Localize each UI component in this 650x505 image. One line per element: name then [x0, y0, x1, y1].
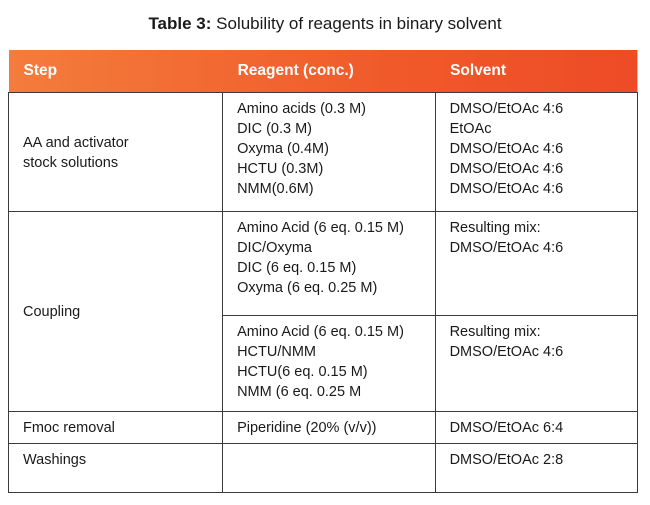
- solvent-line: EtOAc: [449, 121, 492, 137]
- solvent-line: DMSO/EtOAc 4:6: [449, 101, 564, 117]
- cell-reagent-coupling-a: [223, 212, 436, 316]
- solvent-line: DMSO/EtOAc 4:6: [449, 141, 564, 157]
- cell-reagent-wash: [223, 444, 436, 493]
- cell-solvent-coupling-a: [435, 212, 637, 316]
- table-caption: [0, 14, 650, 34]
- solvent-line: Resulting mix:: [449, 324, 541, 340]
- solvent-line: DMSO/EtOAc 4:6: [449, 181, 564, 197]
- cell-step-wash: Washings: [9, 444, 223, 493]
- header-step: Step: [23, 62, 58, 79]
- solvent-line: DMSO/EtOAc 4:6: [449, 161, 564, 177]
- reagent-line: HCTU (0.3M): [237, 161, 324, 177]
- cell-step-coupling: Coupling: [9, 212, 223, 412]
- cell-solvent-wash: DMSO/EtOAc 2:8: [435, 444, 637, 493]
- cell-reagent-fmoc: Piperidine (20% (v/v)): [223, 412, 436, 444]
- cell-solvent-fmoc: DMSO/EtOAc 6:4: [435, 412, 637, 444]
- cell-reagent-stock: [223, 93, 436, 212]
- caption-text: Solubility of reagents in binary solvent: [216, 14, 502, 33]
- reagent-line: DIC (0.3 M): [237, 121, 312, 137]
- table-row-coupling-a: [9, 212, 638, 316]
- cell-step-fmoc: Fmoc removal: [9, 412, 223, 444]
- reagent-line: Oxyma (6 eq. 0.25 M): [237, 280, 378, 296]
- reagent-line: DIC (6 eq. 0.15 M): [237, 260, 357, 276]
- reagent-line: HCTU(6 eq. 0.15 M): [237, 364, 368, 380]
- solubility-table: [8, 50, 638, 493]
- cell-step-stock: [9, 93, 223, 212]
- table-row-wash: [9, 444, 638, 493]
- step-stock-line2: stock solutions: [23, 154, 119, 171]
- reagent-line: Amino Acid (6 eq. 0.15 M): [237, 324, 404, 340]
- caption-label: Table 3:: [148, 14, 212, 33]
- reagent-line: Oxyma (0.4M): [237, 141, 329, 157]
- cell-solvent-stock: [435, 93, 637, 212]
- table-row-stock: [9, 93, 638, 212]
- header-solvent: Solvent: [450, 62, 507, 79]
- solvent-line: DMSO/EtOAc 4:6: [449, 344, 564, 360]
- reagent-line: Amino Acid (6 eq. 0.15 M): [237, 220, 404, 236]
- table-row-fmoc: [9, 412, 638, 444]
- reagent-line: Amino acids (0.3 M): [237, 101, 367, 117]
- cell-reagent-coupling-b: [223, 316, 436, 412]
- reagent-line: NMM (6 eq. 0.25 M: [237, 384, 362, 400]
- header-reagent: Reagent (conc.): [237, 62, 354, 79]
- solvent-line: DMSO/EtOAc 4:6: [449, 240, 564, 256]
- reagent-line: NMM(0.6M): [237, 181, 314, 197]
- step-stock-line1: AA and activator: [23, 134, 129, 151]
- solvent-line: Resulting mix:: [449, 220, 541, 236]
- header-row: [9, 50, 638, 93]
- reagent-line: HCTU/NMM: [237, 344, 317, 360]
- reagent-line: DIC/Oxyma: [237, 240, 312, 256]
- cell-solvent-coupling-b: [435, 316, 637, 412]
